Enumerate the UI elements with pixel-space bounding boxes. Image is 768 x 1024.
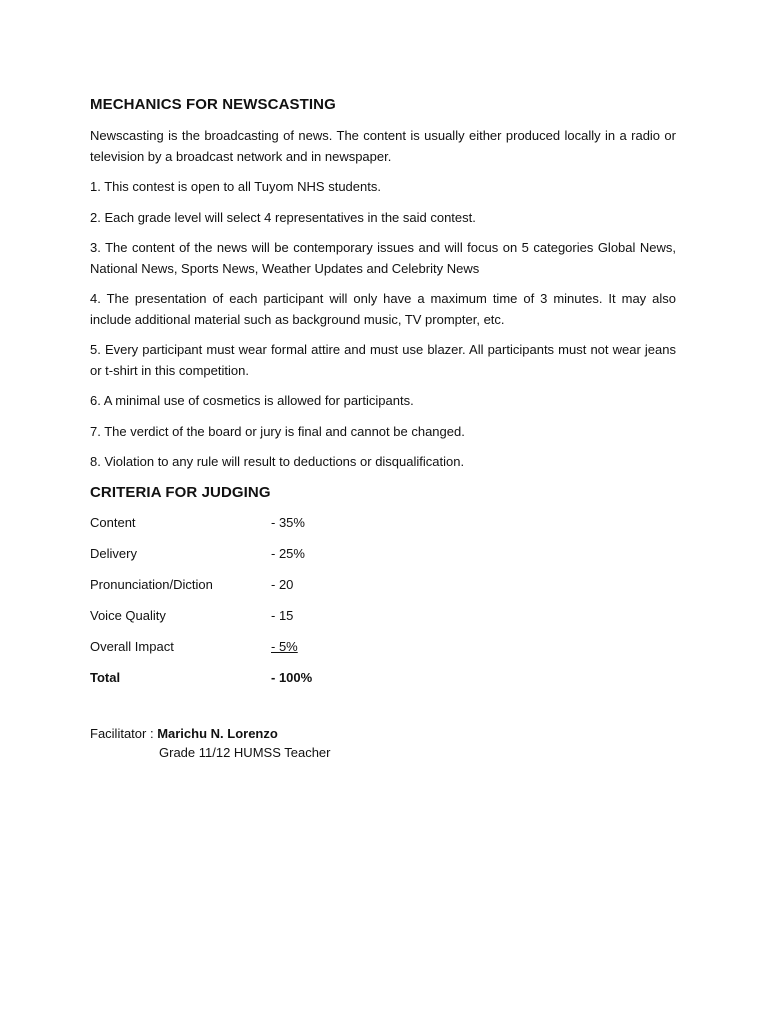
- criteria-row-pronunciation: [90, 576, 676, 607]
- criteria-title: CRITERIA FOR JUDGING: [90, 483, 271, 501]
- facilitator-name: Marichu N. Lorenzo: [157, 725, 278, 741]
- criteria-row-delivery: [90, 545, 676, 576]
- criteria-table: [90, 514, 676, 700]
- criteria-label: Pronunciation/Diction: [90, 576, 213, 592]
- rule-item: 3. The content of the news will be contemporary issues and will focus on 5 categories Global News, National News, Sports News, Weather Updates and Celebrity News: [90, 240, 676, 276]
- facilitator-label: Facilitator :: [90, 725, 158, 741]
- facilitator-role: Grade 11/12 HUMSS Teacher: [159, 744, 331, 760]
- mechanics-title: MECHANICS FOR NEWSCASTING: [90, 96, 336, 113]
- total-value: - 100%: [271, 669, 313, 685]
- rule-item: 7. The verdict of the board or jury is final and cannot be changed.: [90, 423, 465, 439]
- criteria-label: Overall Impact: [90, 638, 174, 654]
- rule-item: 2. Each grade level will select 4 representatives in the said contest.: [90, 209, 476, 225]
- document-body: [90, 95, 676, 762]
- criteria-row-content: [90, 514, 676, 545]
- criteria-value: - 25%: [271, 545, 305, 561]
- mechanics-intro: Newscasting is the broadcasting of news. The content is usually either produced locally in a radio or television by a broadcast network and in newspaper.: [90, 128, 676, 164]
- rule-item: 5. Every participant must wear formal attire and must use blazer. All participants must not wear jeans or t-shirt in this competition.: [90, 342, 676, 378]
- rule-item: 4. The presentation of each participant will only have a maximum time of 3 minutes. It may also include additional material such as background music, TV prompter, etc.: [90, 291, 676, 327]
- criteria-value: - 5%: [271, 638, 298, 654]
- criteria-label: Content: [90, 514, 136, 530]
- rule-item: 8. Violation to any rule will result to deductions or disqualification.: [90, 454, 465, 469]
- criteria-label: Voice Quality: [90, 607, 166, 623]
- total-label: Total: [90, 669, 121, 685]
- criteria-value: - 15: [271, 607, 294, 623]
- criteria-row-voice-quality: [90, 607, 676, 638]
- criteria-label: Delivery: [90, 545, 137, 561]
- facilitator-block: [90, 724, 676, 762]
- rule-item: 1. This contest is open to all Tuyom NHS students.: [90, 179, 381, 194]
- rule-item: 6. A minimal use of cosmetics is allowed for participants.: [90, 393, 414, 408]
- criteria-value: - 35%: [271, 514, 305, 530]
- criteria-row-total: [90, 669, 676, 700]
- criteria-value: - 20: [271, 576, 294, 592]
- criteria-row-overall-impact: [90, 638, 676, 669]
